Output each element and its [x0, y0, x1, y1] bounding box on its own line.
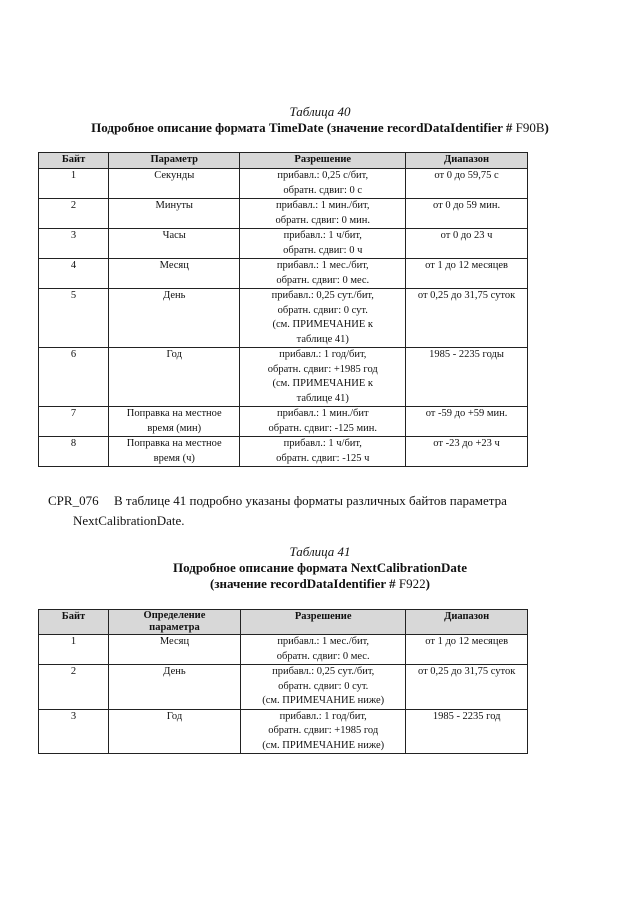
table40-header-parameter: Параметр: [109, 153, 240, 169]
cell-line: Секунды: [154, 170, 195, 181]
cell-param: [109, 437, 240, 467]
table40-title-close: ): [544, 120, 549, 135]
table40: [38, 152, 528, 467]
cell-param: [109, 348, 240, 407]
cell-line: обратн. сдвиг: +1985 год: [267, 363, 378, 375]
cell-line: от 1 до 12 месяцев: [425, 260, 508, 271]
cell-line: обратн. сдвиг: 0 мес.: [276, 274, 370, 286]
cell-line: 3: [70, 710, 77, 722]
cell-range: [406, 229, 528, 259]
table40-header-resolution: Разрешение: [240, 153, 406, 169]
cell-line: прибавл.: 0,25 сут./бит,: [271, 290, 374, 301]
table-row: [39, 635, 528, 665]
cell-param: [109, 229, 240, 259]
table-row: [39, 229, 528, 259]
cell-byte: [39, 169, 109, 199]
table41-header-definition: [108, 610, 240, 635]
cell-res: [240, 199, 406, 229]
cell-line: прибавл.: 1 мин./бит: [276, 408, 369, 419]
cell-res: [240, 229, 406, 259]
cell-param: [109, 289, 240, 348]
cell-line: День: [163, 666, 186, 677]
paragraph-line2: NextCalibrationDate.: [73, 513, 185, 528]
table40-title: [0, 120, 640, 136]
cell-range: [406, 635, 528, 665]
paragraph-line1: В таблице 41 подробно указаны форматы различных байтов параметра: [114, 493, 507, 508]
table40-header-row: [39, 153, 528, 169]
cell-line: от -59 до +59 мин.: [425, 408, 508, 419]
cell-byte: [39, 259, 109, 289]
table40-number: Таблица 40: [289, 104, 351, 119]
cell-res: [240, 437, 406, 467]
cell-line: обратн. сдвиг: 0 сут.: [278, 680, 369, 692]
cell-line: таблице 41): [296, 392, 349, 404]
cell-param: [108, 635, 240, 665]
cell-line: 3: [70, 230, 77, 241]
cell-param: [108, 665, 240, 710]
cell-line: прибавл.: 1 ч/бит,: [283, 230, 362, 241]
cell-line: прибавл.: 1 мин./бит,: [276, 200, 370, 211]
cell-line: обратн. сдвиг: 0 сут.: [277, 304, 368, 316]
cell-range: [406, 709, 528, 754]
table-row: [39, 437, 528, 467]
cell-line: (см. ПРИМЕЧАНИЕ ниже): [262, 739, 385, 751]
cell-line: 1: [70, 170, 77, 181]
table41-subtitle-text: (значение recordDataIdentifier #: [210, 576, 396, 591]
cell-range: [406, 199, 528, 229]
cell-byte: [39, 348, 109, 407]
table41-header-definition-l2: параметра: [149, 622, 200, 633]
cell-byte: [39, 635, 109, 665]
cell-param: [108, 709, 240, 754]
cell-range: [406, 437, 528, 467]
cell-line: прибавл.: 1 год/бит,: [279, 349, 367, 360]
cell-line: Месяц: [159, 636, 190, 647]
cell-range: [406, 289, 528, 348]
cell-line: Год: [166, 710, 183, 722]
cell-line: от 0 до 23 ч: [440, 230, 493, 241]
cell-range: [406, 259, 528, 289]
table41-subtitle-id: F922: [398, 576, 426, 591]
cell-line: обратн. сдвиг: 0 с: [283, 184, 363, 196]
table-row: [39, 709, 528, 754]
cell-line: 1: [70, 636, 77, 647]
cell-byte: [39, 199, 109, 229]
cell-line: 2: [70, 666, 77, 677]
cell-line: Поправка на местное: [126, 408, 222, 419]
cell-line: от 1 до 12 месяцев: [425, 636, 509, 647]
cell-res: [240, 259, 406, 289]
cell-line: прибавл.: 1 год/бит,: [279, 710, 367, 722]
cell-res: [240, 289, 406, 348]
table41-subtitle: [0, 576, 640, 592]
cell-line: обратн. сдвиг: -125 ч: [276, 452, 370, 464]
cell-line: обратн. сдвиг: 0 мес.: [276, 650, 370, 662]
table40-header-byte: Байт: [39, 153, 109, 169]
cell-byte: [39, 407, 109, 437]
table-row: [39, 289, 528, 348]
cell-line: прибавл.: 0,25 сут./бит,: [272, 666, 375, 677]
table-row: [39, 259, 528, 289]
table-row: [39, 348, 528, 407]
cell-res: [240, 348, 406, 407]
cell-param: [109, 199, 240, 229]
cell-byte: [39, 709, 109, 754]
cell-line: прибавл.: 1 мес./бит,: [277, 636, 370, 647]
cell-line: (см. ПРИМЕЧАНИЕ ниже): [262, 695, 385, 706]
cell-line: 1985 - 2235 год: [432, 710, 501, 722]
cell-line: 4: [70, 260, 77, 271]
cell-res: [241, 635, 406, 665]
cell-line: 2: [70, 200, 77, 211]
table40-title-text: Подробное описание формата TimeDate (значение recordDataIdentifier #: [91, 120, 513, 135]
cell-res: [241, 709, 406, 754]
table41-header-range: Диапазон: [406, 610, 528, 635]
cell-line: День: [163, 290, 186, 301]
cell-res: [240, 407, 406, 437]
cell-line: (см. ПРИМЕЧАНИЕ к: [272, 378, 374, 389]
cell-byte: [39, 289, 109, 348]
table41-number: Таблица 41: [289, 544, 351, 559]
table-row: [39, 407, 528, 437]
cell-range: [406, 665, 528, 710]
cell-param: [109, 259, 240, 289]
paragraph-cpr076: [48, 491, 588, 531]
table40-title-id: F90B: [515, 120, 545, 135]
cell-byte: [39, 229, 109, 259]
cell-line: Минуты: [155, 200, 193, 211]
table41-subtitle-close: ): [425, 576, 430, 591]
cell-line: 1985 - 2235 годы: [429, 349, 504, 360]
cell-line: 5: [70, 290, 77, 301]
cell-line: от 0,25 до 31,75 суток: [417, 290, 516, 301]
cell-line: обратн. сдвиг: +1985 год: [268, 725, 379, 736]
table41-header-byte: Байт: [39, 610, 109, 635]
cell-line: Месяц: [159, 260, 189, 271]
table40-header-range: Диапазон: [406, 153, 528, 169]
cell-res: [241, 665, 406, 710]
cell-line: 7: [70, 408, 77, 419]
cell-line: (см. ПРИМЕЧАНИЕ к: [272, 319, 374, 330]
cell-param: [109, 407, 240, 437]
cell-param: [109, 169, 240, 199]
cell-line: от -23 до +23 ч: [433, 438, 500, 449]
table-row: [39, 199, 528, 229]
table40-body: [39, 169, 528, 467]
cell-line: от 0 до 59,75 с: [434, 170, 499, 181]
cell-line: прибавл.: 1 ч/бит,: [283, 438, 362, 449]
cell-line: от 0 до 59 мин.: [433, 200, 501, 211]
cell-line: Год: [166, 349, 182, 360]
cell-range: [406, 407, 528, 437]
cell-line: обратн. сдвиг: -125 мин.: [268, 422, 377, 434]
cell-line: время (ч): [153, 452, 195, 464]
cell-line: от 0,25 до 31,75 суток: [417, 666, 516, 677]
cell-line: обратн. сдвиг: 0 ч: [283, 244, 363, 256]
table41-body: [39, 635, 528, 754]
cell-range: [406, 348, 528, 407]
table41-header-row: [39, 610, 528, 635]
table41-title: Подробное описание формата NextCalibrationDate: [173, 560, 467, 575]
cell-line: 6: [70, 349, 77, 360]
cell-line: 8: [70, 438, 77, 449]
table-row: [39, 665, 528, 710]
cell-line: прибавл.: 0,25 с/бит,: [277, 170, 369, 181]
cell-line: Часы: [162, 230, 186, 241]
cell-range: [406, 169, 528, 199]
table41-header-definition-l1: Определение: [143, 610, 206, 621]
cell-line: прибавл.: 1 мес./бит,: [276, 260, 369, 271]
cell-line: обратн. сдвиг: 0 мин.: [275, 214, 370, 226]
table41-header-resolution: Разрешение: [241, 610, 406, 635]
cell-byte: [39, 437, 109, 467]
cell-byte: [39, 665, 109, 710]
paragraph-ref: CPR_076: [48, 493, 99, 508]
table41: [38, 609, 528, 754]
table-row: [39, 169, 528, 199]
cell-line: таблице 41): [296, 333, 349, 345]
cell-res: [240, 169, 406, 199]
cell-line: Поправка на местное: [126, 438, 222, 449]
cell-line: время (мин): [147, 422, 202, 434]
